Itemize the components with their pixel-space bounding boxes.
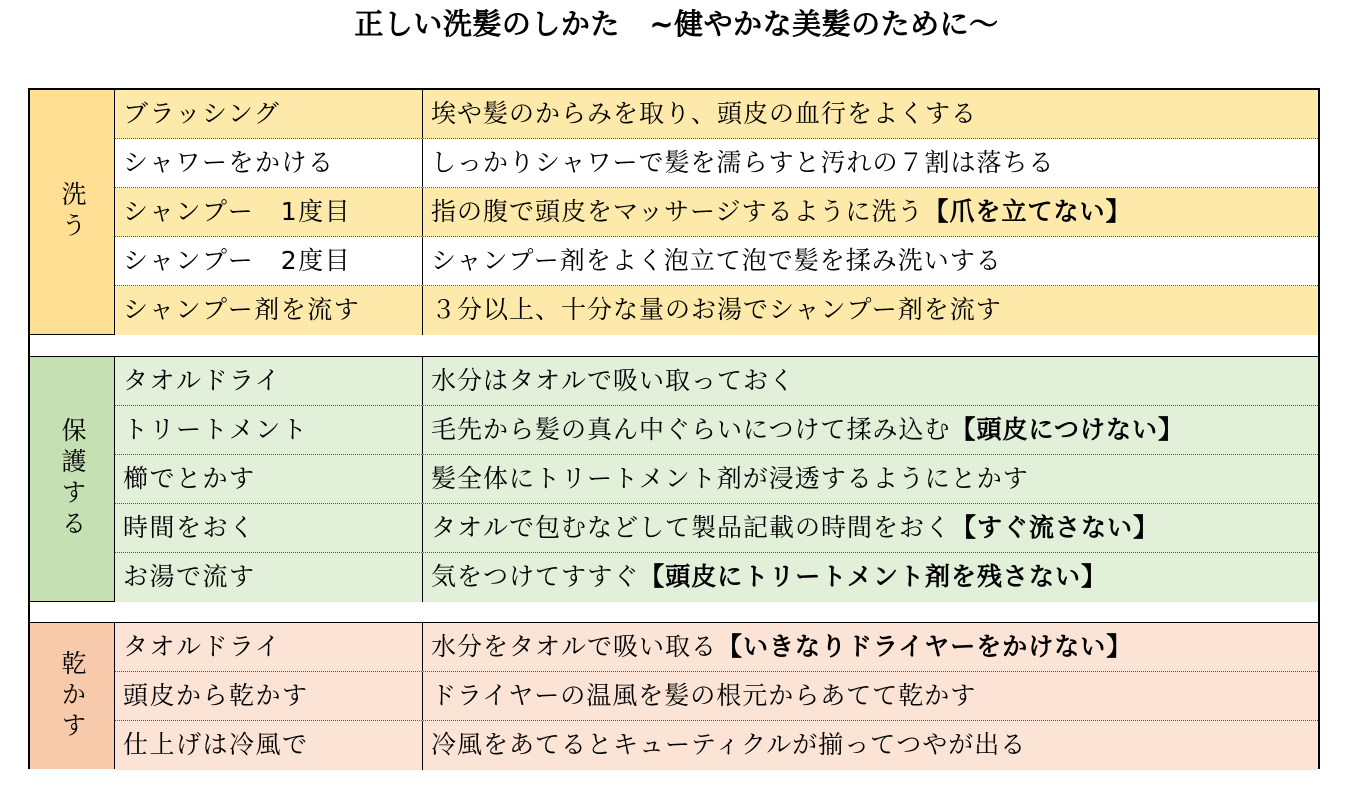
category-cell-dry bbox=[30, 623, 115, 769]
section-dry bbox=[30, 622, 1318, 769]
description-text: 気をつけてすすぐ bbox=[431, 562, 640, 591]
step-cell: 仕上げは冷風で bbox=[115, 721, 423, 770]
step-cell: 櫛でとかす bbox=[115, 455, 423, 503]
description-text: 冷風をあてるとキューティクルが揃ってつやが出る bbox=[431, 730, 1027, 759]
step-cell: シャンプー 1度目 bbox=[115, 188, 423, 236]
caution-note: 【頭皮にトリートメント剤を残さない】 bbox=[639, 562, 1108, 591]
caution-note: 【頭皮につけない】 bbox=[950, 415, 1185, 444]
step-cell: お湯で流す bbox=[115, 553, 423, 602]
category-cell-protect bbox=[30, 357, 115, 601]
description-text: 水分はタオルで吸い取っておく bbox=[431, 366, 796, 395]
description-cell bbox=[423, 672, 1318, 720]
step-cell: シャワーをかける bbox=[115, 139, 423, 187]
description-text: 髪全体にトリートメント剤が浸透するようにとかす bbox=[431, 464, 1029, 493]
page-title: 正しい洗髪のしかた ~健やかな美髪のために～ bbox=[354, 7, 999, 41]
description-text: シャンプー剤をよく泡立て泡で髪を揉み洗いする bbox=[431, 246, 1002, 275]
step-cell: トリートメント bbox=[115, 406, 423, 454]
description-text: 埃や髪のからみを取り、頭皮の血行をよくする bbox=[431, 99, 978, 128]
description-cell bbox=[423, 357, 1318, 405]
table-row bbox=[115, 455, 1318, 504]
description-cell bbox=[423, 286, 1318, 335]
table-row bbox=[115, 237, 1318, 286]
description-cell bbox=[423, 721, 1318, 770]
step-cell: タオルドライ bbox=[115, 357, 423, 405]
description-text: しっかりシャワーで髪を濡らすと汚れの７割は落ちる bbox=[431, 148, 1055, 177]
table-row bbox=[115, 623, 1318, 672]
description-text: 指の腹で頭皮をマッサージするように洗う bbox=[431, 197, 924, 226]
step-cell: 頭皮から乾かす bbox=[115, 672, 423, 720]
step-cell: シャンプー剤を流す bbox=[115, 286, 423, 335]
table-row bbox=[115, 672, 1318, 721]
description-cell bbox=[423, 237, 1318, 285]
category-label: 洗う bbox=[58, 181, 87, 243]
step-cell: シャンプー 2度目 bbox=[115, 237, 423, 285]
table-row bbox=[115, 553, 1318, 602]
table-row bbox=[115, 139, 1318, 188]
description-text: ３分以上、十分な量のお湯でシャンプー剤を流す bbox=[431, 295, 1002, 324]
section-protect bbox=[30, 356, 1318, 602]
table-row bbox=[115, 357, 1318, 406]
description-cell bbox=[423, 90, 1318, 138]
table-row bbox=[115, 90, 1318, 139]
description-text: タオルで包むなどして製品記載の時間をおく bbox=[431, 513, 952, 542]
category-cell-wash bbox=[30, 90, 115, 334]
table-row bbox=[115, 406, 1318, 455]
description-cell bbox=[423, 553, 1318, 602]
caution-note: 【爪を立てない】 bbox=[923, 197, 1132, 226]
description-cell bbox=[423, 406, 1318, 454]
description-text: 水分をタオルで吸い取る bbox=[431, 632, 718, 661]
description-cell bbox=[423, 188, 1318, 236]
description-text: ドライヤーの温風を髪の根元からあてて乾かす bbox=[431, 681, 977, 710]
category-label: 保護する bbox=[58, 417, 87, 541]
category-label: 乾かす bbox=[58, 649, 87, 743]
hair-wash-table bbox=[28, 88, 1320, 769]
description-cell bbox=[423, 455, 1318, 503]
table-row bbox=[115, 286, 1318, 335]
caution-note: 【いきなりドライヤーをかけない】 bbox=[717, 632, 1133, 661]
table-row bbox=[115, 188, 1318, 237]
table-row bbox=[115, 721, 1318, 770]
description-cell bbox=[423, 504, 1318, 552]
step-cell: タオルドライ bbox=[115, 623, 423, 671]
table-row bbox=[115, 504, 1318, 553]
description-text: 毛先から髪の真ん中ぐらいにつけて揉み込む bbox=[431, 415, 951, 444]
caution-note: 【すぐ流さない】 bbox=[951, 513, 1160, 542]
description-cell bbox=[423, 139, 1318, 187]
section-wash bbox=[30, 90, 1318, 335]
description-cell bbox=[423, 623, 1318, 671]
step-cell: 時間をおく bbox=[115, 504, 423, 552]
step-cell: ブラッシング bbox=[115, 90, 423, 138]
